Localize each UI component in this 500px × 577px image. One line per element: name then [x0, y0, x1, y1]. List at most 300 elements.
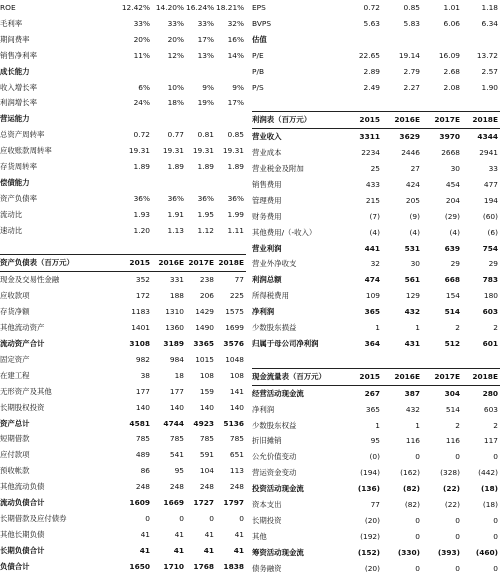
value-cell: (82): [402, 484, 420, 494]
value-cell: 1: [375, 323, 380, 333]
table-row: [0, 320, 246, 336]
value-cell: 441: [364, 243, 380, 253]
table-row: [0, 288, 246, 304]
row-label: 债务融资: [252, 563, 282, 573]
table-row: [0, 400, 246, 416]
year-header-cell: 2018E: [216, 255, 246, 272]
value-cell: 0.85: [403, 3, 420, 12]
table-row: [252, 433, 500, 449]
table-row: [252, 418, 500, 434]
row-label: 长期借款及应付债券: [0, 513, 67, 523]
section-heading-row: [0, 111, 246, 127]
value-cell: 18.21%: [216, 3, 245, 12]
value-cell: 1310: [165, 307, 184, 317]
value-cell: 2.89: [363, 66, 380, 76]
row-label: 其他长期负债: [0, 529, 45, 539]
table-row: [252, 256, 500, 272]
value-cell: 14.20%: [155, 3, 184, 12]
value-cell: 206: [199, 291, 214, 301]
row-label: 短期借款: [0, 434, 30, 444]
value-cell: [118, 64, 152, 80]
spacer-row: [252, 352, 500, 368]
table-row: [252, 193, 500, 209]
row-label: 资产总计: [0, 418, 30, 428]
value-cell: 0.85: [227, 130, 244, 140]
row-label: 营业收入: [252, 132, 282, 142]
value-cell: 27: [410, 164, 420, 174]
value-cell: 36%: [197, 193, 214, 203]
row-label: 存货净额: [0, 307, 30, 317]
table-row: [252, 272, 500, 288]
row-label: EPS: [252, 3, 266, 12]
row-label: [252, 95, 340, 111]
value-cell: 154: [445, 291, 460, 301]
row-label: 偿债能力: [0, 177, 30, 187]
section-heading-row: [0, 64, 246, 80]
table-row: [252, 177, 500, 193]
value-cell: 783: [482, 275, 498, 285]
value-cell: 30: [410, 259, 420, 269]
row-label: 营业利润: [252, 243, 282, 253]
value-cell: 140: [135, 402, 150, 412]
value-cell: 352: [135, 275, 150, 285]
value-cell: 431: [404, 339, 420, 349]
value-cell: 331: [169, 275, 184, 285]
row-label: BVPS: [252, 18, 272, 28]
value-cell: 0.72: [363, 3, 380, 12]
table-row: [0, 207, 246, 223]
value-cell: 2.49: [363, 82, 380, 92]
value-cell: 2.68: [443, 66, 460, 76]
value-cell: 3311: [359, 132, 380, 142]
value-cell: 11%: [133, 50, 150, 60]
value-cell: 0: [209, 513, 214, 523]
value-cell: [382, 32, 422, 48]
value-cell: 639: [444, 243, 460, 253]
value-cell: 432: [404, 307, 420, 317]
row-label: 营业税金及附加: [252, 164, 304, 174]
value-cell: (20): [364, 563, 380, 573]
value-cell: 267: [364, 388, 380, 398]
value-cell: 984: [169, 354, 184, 364]
value-cell: 0: [493, 515, 498, 525]
year-header-cell: 2015: [340, 112, 382, 129]
row-label: [252, 352, 340, 368]
value-cell: 205: [405, 195, 420, 205]
value-cell: 248: [169, 482, 184, 492]
row-label: 速动比: [0, 225, 23, 235]
value-cell: (7): [369, 211, 380, 221]
table-row: [252, 497, 500, 513]
table-row: [252, 545, 500, 561]
value-cell: 280: [482, 388, 498, 398]
value-cell: 17%: [227, 98, 244, 108]
value-cell: 424: [405, 179, 420, 189]
row-label: 流动比: [0, 209, 23, 219]
section-heading-row: [0, 175, 246, 191]
value-cell: 32%: [227, 18, 244, 28]
value-cell: 785: [135, 434, 150, 444]
value-cell: [186, 111, 216, 127]
value-cell: 541: [169, 450, 184, 460]
table-row: [0, 127, 246, 143]
value-cell: 668: [444, 275, 460, 285]
row-label: 现金流量表（百万元）: [252, 368, 340, 385]
value-cell: 1.12: [197, 225, 214, 235]
row-label: 营运资金变动: [252, 468, 297, 478]
value-cell: 16%: [227, 34, 244, 44]
table-row: [252, 481, 500, 497]
value-cell: 215: [365, 195, 380, 205]
value-cell: 33%: [197, 18, 214, 28]
value-cell: 432: [405, 404, 420, 414]
value-cell: 603: [483, 404, 498, 414]
table-row: [252, 449, 500, 465]
value-cell: 0: [493, 452, 498, 462]
value-cell: 33: [488, 164, 498, 174]
value-cell: (4): [449, 227, 460, 237]
value-cell: 6.34: [481, 18, 498, 28]
value-cell: [216, 239, 246, 255]
row-label: 资产负债表（百万元）: [0, 255, 118, 272]
value-cell: (9): [409, 211, 420, 221]
value-cell: 387: [404, 388, 420, 398]
table-row: [0, 304, 246, 320]
value-cell: 1429: [195, 307, 214, 317]
row-label: 预收帐款: [0, 466, 30, 476]
value-cell: (328): [440, 468, 460, 478]
value-cell: 603: [482, 307, 498, 317]
left-financial-table: [0, 0, 246, 575]
value-cell: (393): [437, 547, 460, 557]
row-label: 成长能力: [0, 66, 30, 76]
right-table-body: [252, 0, 500, 577]
value-cell: 2: [455, 420, 460, 430]
year-header-cell: 2016E: [152, 255, 186, 272]
value-cell: 41: [234, 529, 244, 539]
spacer-row: [0, 239, 246, 255]
value-cell: (20): [364, 515, 380, 525]
value-cell: 512: [444, 339, 460, 349]
value-cell: 41: [173, 545, 184, 555]
year-header-cell: 2018E: [462, 368, 500, 385]
table-row: [0, 447, 246, 463]
value-cell: 172: [135, 291, 150, 301]
value-cell: [340, 32, 382, 48]
table-row: [0, 143, 246, 159]
table-row: [252, 225, 500, 241]
value-cell: 95: [174, 466, 184, 476]
value-cell: 1710: [163, 561, 184, 571]
value-cell: (442): [478, 468, 498, 478]
table-row: [0, 511, 246, 527]
value-cell: 1.93: [133, 209, 150, 219]
value-cell: [152, 64, 186, 80]
table-row: [0, 527, 246, 543]
value-cell: 116: [405, 436, 420, 446]
table-header-row: [0, 255, 246, 272]
value-cell: 24%: [133, 98, 150, 108]
value-cell: 140: [169, 402, 184, 412]
value-cell: 95: [370, 436, 380, 446]
value-cell: 1.91: [167, 209, 184, 219]
row-label: 归属于母公司净利润: [252, 339, 319, 349]
table-row: [0, 416, 246, 432]
value-cell: 33%: [133, 18, 150, 28]
value-cell: 16.09: [438, 50, 460, 60]
value-cell: 20%: [133, 34, 150, 44]
value-cell: 514: [445, 404, 460, 414]
table-row: [252, 241, 500, 257]
value-cell: [118, 111, 152, 127]
row-label: 少数股东损益: [252, 323, 297, 333]
row-label: 估值: [252, 34, 267, 44]
value-cell: 36%: [167, 193, 184, 203]
row-label: 其他流动负债: [0, 482, 45, 492]
value-cell: 4344: [477, 132, 498, 142]
value-cell: 454: [445, 179, 460, 189]
value-cell: [118, 175, 152, 191]
value-cell: 36%: [227, 193, 244, 203]
row-label: 资产负债率: [0, 193, 37, 203]
value-cell: 2.27: [403, 82, 420, 92]
year-header-cell: 2017E: [422, 112, 462, 129]
row-label: 负债合计: [0, 561, 30, 571]
row-label: P/B: [252, 66, 265, 76]
table-row: [0, 463, 246, 479]
value-cell: 1.18: [481, 3, 498, 12]
value-cell: 38: [140, 370, 150, 380]
year-header-cell: 2016E: [382, 368, 422, 385]
value-cell: 225: [229, 291, 244, 301]
table-row: [0, 95, 246, 111]
right-financial-table: [252, 0, 500, 577]
table-row: [0, 159, 246, 175]
row-label: 长期股权投资: [0, 402, 45, 412]
value-cell: 2: [493, 323, 498, 333]
value-cell: (0): [369, 452, 380, 462]
value-cell: 19%: [197, 98, 214, 108]
value-cell: 2.57: [481, 66, 498, 76]
row-label: 期间费率: [0, 34, 30, 44]
value-cell: (162): [400, 468, 420, 478]
value-cell: 1768: [193, 561, 214, 571]
value-cell: (136): [357, 484, 380, 494]
value-cell: [216, 111, 246, 127]
value-cell: 1490: [195, 323, 214, 333]
value-cell: 177: [135, 386, 150, 396]
value-cell: 129: [405, 291, 420, 301]
value-cell: 10%: [167, 82, 184, 92]
value-cell: 514: [444, 307, 460, 317]
value-cell: 5.63: [363, 18, 380, 28]
value-cell: 601: [482, 339, 498, 349]
table-row: [0, 223, 246, 239]
value-cell: 2234: [361, 148, 380, 158]
table-row: [252, 402, 500, 418]
value-cell: 108: [199, 370, 214, 380]
section-heading-row: [252, 32, 500, 48]
value-cell: 12.42%: [121, 3, 150, 12]
value-cell: 77: [370, 500, 380, 510]
value-cell: 188: [169, 291, 184, 301]
value-cell: 13%: [197, 50, 214, 60]
value-cell: 1.95: [197, 209, 214, 219]
value-cell: 982: [135, 354, 150, 364]
value-cell: 29: [488, 259, 498, 269]
row-label: 营运能力: [0, 114, 30, 124]
table-row: [252, 16, 500, 32]
table-row: [252, 64, 500, 80]
value-cell: 194: [483, 195, 498, 205]
value-cell: [152, 239, 186, 255]
row-label: 资本支出: [252, 500, 282, 510]
value-cell: 0.72: [133, 130, 150, 140]
row-label: [0, 239, 118, 255]
value-cell: 19.31: [128, 146, 150, 156]
value-cell: 365: [365, 404, 380, 414]
year-header-cell: 2017E: [186, 255, 216, 272]
row-label: 销售净利率: [0, 50, 37, 60]
value-cell: [340, 352, 382, 368]
row-label: 固定资产: [0, 354, 30, 364]
row-label: 其他费用/（-收入）: [252, 227, 317, 237]
value-cell: 2.08: [443, 82, 460, 92]
value-cell: 19.31: [162, 146, 184, 156]
value-cell: 2941: [479, 148, 498, 158]
value-cell: [186, 239, 216, 255]
value-cell: 140: [229, 402, 244, 412]
value-cell: 2: [455, 323, 460, 333]
value-cell: 4581: [129, 418, 150, 428]
value-cell: 785: [199, 434, 214, 444]
value-cell: 531: [404, 243, 420, 253]
value-cell: 1.11: [227, 225, 244, 235]
value-cell: (29): [444, 211, 460, 221]
value-cell: 116: [445, 436, 460, 446]
value-cell: 1699: [225, 323, 244, 333]
row-label: P/S: [252, 82, 264, 92]
value-cell: [422, 352, 462, 368]
value-cell: 477: [483, 179, 498, 189]
table-row: [252, 129, 500, 145]
value-cell: 5.83: [403, 18, 420, 28]
value-cell: 1: [415, 323, 420, 333]
value-cell: 0: [415, 563, 420, 573]
value-cell: 1.89: [227, 162, 244, 172]
row-label: 长期投资: [252, 515, 282, 525]
value-cell: 117: [483, 436, 498, 446]
value-cell: 2668: [441, 148, 460, 158]
row-label: P/E: [252, 50, 264, 60]
left-table-body: [0, 0, 246, 575]
table-row: [0, 80, 246, 96]
value-cell: 22.65: [358, 50, 380, 60]
table-row: [252, 145, 500, 161]
value-cell: [422, 32, 462, 48]
table-row: [0, 32, 246, 48]
value-cell: [216, 175, 246, 191]
table-row: [0, 16, 246, 32]
row-label: 净利润: [252, 404, 275, 414]
value-cell: 0: [455, 515, 460, 525]
value-cell: 3108: [129, 339, 150, 349]
row-label: 折旧摊销: [252, 436, 282, 446]
value-cell: 1401: [131, 323, 150, 333]
value-cell: [422, 95, 462, 111]
spacer-row: [252, 95, 500, 111]
table-row: [0, 368, 246, 384]
row-label: 少数股东权益: [252, 420, 297, 430]
table-row: [0, 0, 246, 16]
table-row: [252, 48, 500, 64]
row-label: 管理费用: [252, 195, 282, 205]
value-cell: 18: [174, 370, 184, 380]
value-cell: 18%: [167, 98, 184, 108]
value-cell: 0: [415, 515, 420, 525]
value-cell: 0: [493, 531, 498, 541]
row-label: 在建工程: [0, 370, 30, 380]
value-cell: 9%: [202, 82, 214, 92]
row-label: 筹资活动现金流: [252, 547, 304, 557]
value-cell: 1838: [223, 561, 244, 571]
value-cell: (82): [404, 500, 420, 510]
value-cell: 238: [199, 275, 214, 285]
value-cell: (4): [369, 227, 380, 237]
table-row: [252, 288, 500, 304]
value-cell: 159: [199, 386, 214, 396]
table-row: [252, 161, 500, 177]
value-cell: 248: [199, 482, 214, 492]
value-cell: 86: [140, 466, 150, 476]
value-cell: (18): [480, 484, 498, 494]
table-row: [252, 320, 500, 336]
value-cell: 1.89: [167, 162, 184, 172]
value-cell: 0.81: [197, 130, 214, 140]
value-cell: [216, 64, 246, 80]
value-cell: 1: [375, 420, 380, 430]
table-row: [0, 543, 246, 559]
row-label: 应收账款周转率: [0, 146, 52, 156]
value-cell: 1.01: [443, 3, 460, 12]
value-cell: 25: [370, 164, 380, 174]
value-cell: 17%: [197, 34, 214, 44]
value-cell: 489: [135, 450, 150, 460]
value-cell: 108: [229, 370, 244, 380]
value-cell: 20%: [167, 34, 184, 44]
value-cell: 754: [482, 243, 498, 253]
table-row: [252, 529, 500, 545]
value-cell: 1797: [223, 498, 244, 508]
value-cell: 41: [174, 529, 184, 539]
row-label: 收入增长率: [0, 82, 37, 92]
value-cell: 3576: [223, 339, 244, 349]
row-label: 财务费用: [252, 211, 282, 221]
value-cell: 140: [199, 402, 214, 412]
year-header-cell: 2017E: [422, 368, 462, 385]
value-cell: 3365: [193, 339, 214, 349]
value-cell: 16.24%: [186, 3, 215, 12]
value-cell: (18): [482, 500, 498, 510]
value-cell: 304: [444, 388, 460, 398]
value-cell: 113: [229, 466, 244, 476]
value-cell: 1: [415, 420, 420, 430]
value-cell: [152, 175, 186, 191]
value-cell: 19.31: [192, 146, 214, 156]
row-label: 无形资产及其他: [0, 386, 52, 396]
value-cell: 12%: [167, 50, 184, 60]
value-cell: (192): [360, 531, 380, 541]
